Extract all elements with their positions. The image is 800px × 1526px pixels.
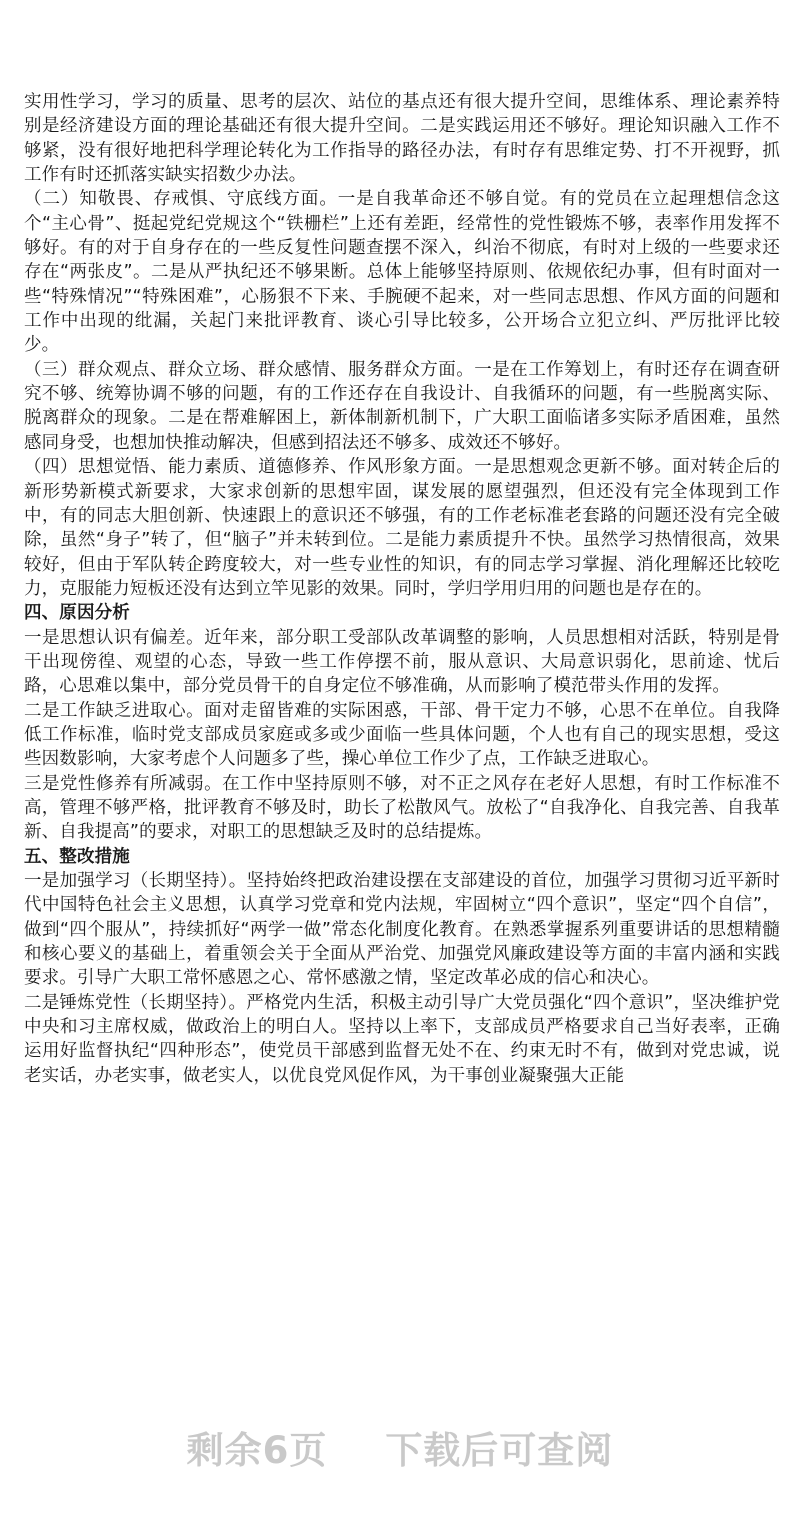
section-heading-measures: 五、整改措施 — [24, 846, 130, 867]
paragraph: 二是锤炼党性（长期坚持）。严格党内生活，积极主动引导广大党员强化“四个意识”，坚决维护党中央和习主席权威，做政治上的明白人。坚持以上率下，支部成员严格要求自己当好表率，正确运用好监督执纪“四种形态”，使党员干部感到监督无处不在、约束无时不有，做到对党忠诚，说老实话，办老实事，做老实人，以优良党风促作风，为干事创业凝聚强大正能 — [24, 992, 780, 1086]
remaining-pages-label: 剩余6页 — [186, 1429, 328, 1472]
paragraph: （四）思想觉悟、能力素质、道德修养、作风形象方面。一是思想观念更新不够。面对转企后的新形势新模式新要求，大家求创新的思想牢固，谋发展的愿望强烈，但还没有完全体现到工作中，有的同志大胆创新、快速跟上的意识还不够强，有的工作老标准老套路的问题还没有完全破除，虽然“身子”转了，但“脑子”并未转到位。二是能力素质提升不快。虽然学习热情很高，效果较好，但由于军队转企跨度较大，对一些专业性的知识，有的同志学习掌握、消化理解还比较吃力，克服能力短板还没有达到立竿见影的效果。同时，学归学用归用的问题也是存在的。 — [24, 457, 780, 599]
paragraph: 一是思想认识有偏差。近年来，部分职工受部队改革调整的影响，人员思想相对活跃，特别是骨干出现傍徨、观望的心态，导致一些工作停摆不前，服从意识、大局意识弱化，思前途、忧后路，心思难以集中，部分党员骨干的自身定位不够准确，从而影响了模范带头作用的发挥。 — [24, 627, 780, 697]
paragraph: 实用性学习，学习的质量、思考的层次、站位的基点还有很大提升空间，思维体系、理论素养特别是经济建设方面的理论基础还有很大提升空间。二是实践运用还不够好。理论知识融入工作不够紧，没有很好地把科学理论转化为工作指导的路径办法，有时存有思维定势、打不开视野，抓工作有时还抓落实缺实招数少办法。 — [24, 92, 780, 186]
download-prompt-banner[interactable] — [0, 1420, 800, 1474]
paragraph: （三）群众观点、群众立场、群众感情、服务群众方面。一是在工作筹划上，有时还存在调查研究不够、统筹协调不够的问题，有的工作还存在自我设计、自我循环的问题，有一些脱离实际、脱离群众的现象。二是在帮难解困上，新体制新机制下，广大职工面临诸多实际矛盾困难，虽然感同身受，也想加快推动解决，但感到招法还不够多、成效还不够好。 — [24, 359, 780, 453]
paragraph: 二是工作缺乏进取心。面对走留皆难的实际困惑，干部、骨干定力不够，心思不在单位。自我降低工作标准，临时党支部成员家庭或多或少面临一些具体问题，个人也有自己的现实思想，受这些因数影响，大家考虑个人问题多了些，操心单位工作少了点，工作缺乏进取心。 — [24, 700, 780, 770]
paragraph: （二）知敬畏、存戒惧、守底线方面。一是自我革命还不够自觉。有的党员在立起理想信念这个“主心骨”、挺起党纪党规这个“铁栅栏”上还有差距，经常性的党性锻炼不够，表率作用发挥不够好。有的对于自身存在的一些反复性问题查摆不深入，纠治不彻底，有时对上级的一些要求还存在“两张皮”。二是从严执纪还不够果断。总体上能够坚持原则、依规依纪办事，但有时面对一些“特殊情况”“特殊困难”，心肠狠不下来、手腕硬不起来，对一些同志思想、作风方面的问题和工作中出现的纰漏，关起门来批评教育、谈心引导比较多，公开场合立犯立纠、严厉批评比较少。 — [24, 189, 780, 356]
document-body — [24, 90, 780, 1088]
paragraph: 三是党性修养有所减弱。在工作中坚持原则不够，对不正之风存在老好人思想，有时工作标准不高，管理不够严格，批评教育不够及时，助长了松散风气。放松了“自我净化、自我完善、自我革新、自我提高”的要求，对职工的思想缺乏及时的总结提炼。 — [24, 773, 780, 843]
paragraph: 一是加强学习（长期坚持）。坚持始终把政治建设摆在支部建设的首位，加强学习贯彻习近平新时代中国特色社会主义思想，认真学习党章和党内法规，牢固树立“四个意识”，坚定“四个自信”，做到“四个服从”，持续抓好“两学一做”常态化制度化教育。在熟悉掌握系列重要讲话的思想精髓和核心要义的基础上，着重领会关于全面从严治党、加强党风廉政建设等方面的丰富内涵和实践要求。引导广大职工常怀感恩之心、常怀感激之情，坚定改革必成的信心和决心。 — [24, 871, 780, 989]
section-heading-cause: 四、原因分析 — [24, 603, 130, 624]
download-to-view-label: 下载后可查阅 — [385, 1429, 614, 1472]
